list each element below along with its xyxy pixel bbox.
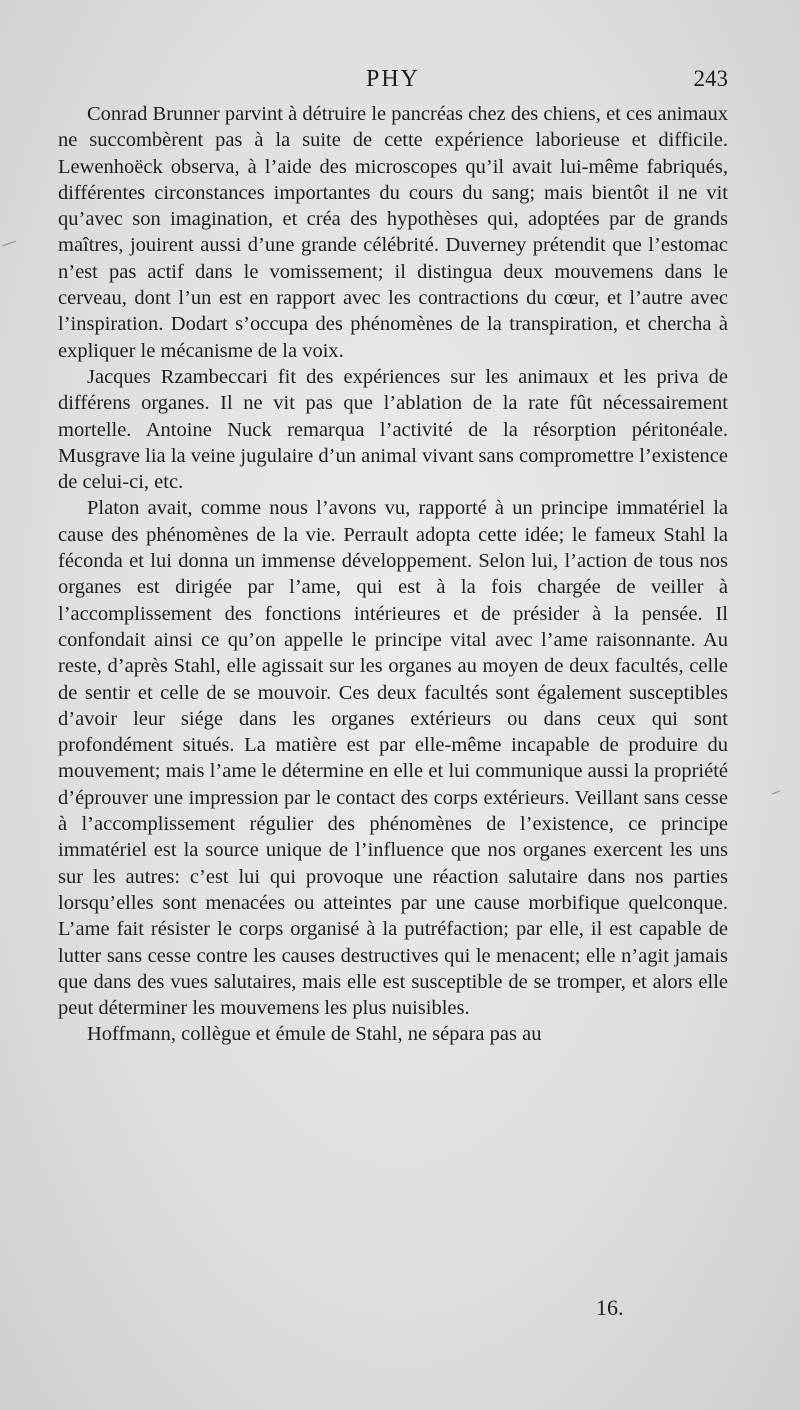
signature-mark: 16. <box>596 1295 624 1320</box>
paragraph-1: Conrad Brunner parvint à détruire le pancréas chez des chiens, et ces animaux ne succombèrent pas à la suite de cette expérience laborieuse et difficile. Lewenhoëck observa, à l’aide des microscopes qu’il avait lui-même fabriqués, différentes circonstances importantes du cours du sang; mais bientôt il ne vit qu’avec son imagination, et créa des hypothèses qui, adoptées par de grands maîtres, jouirent aussi d’une grande célébrité. Duverney prétendit que l’estomac n’est pas actif dans le vomissement; il distingua deux mouvemens dans le cerveau, dont l’un est en rapport avec les contractions du cœur, et l’autre avec l’inspiration. Dodart s’occupa des phénomènes de la transpiration, et chercha à expliquer le mécanisme de la voix. <box>58 103 728 362</box>
page-number: 243 <box>693 66 728 91</box>
running-title: PHY <box>365 66 420 92</box>
margin-mark-left <box>2 241 15 247</box>
paragraph-4: Hoffmann, collègue et émule de Stahl, ne sépara pas au <box>87 1023 542 1046</box>
paragraph-2: Jacques Rzambeccari fit des expériences sur les animaux et les priva de différens organes. Il ne vit pas que l’ablation de la rate fût nécessairement mortelle. Antoine Nuck remarqua l’activité de la résorption péritonéale. Musgrave lia la veine jugulaire d’un animal vivant sans compromettre l’existence de celui-ci, etc. <box>58 365 728 494</box>
running-head <box>58 66 728 96</box>
margin-mark-right <box>772 791 780 795</box>
paragraph-3: Platon avait, comme nous l’avons vu, rapporté à un principe immatériel la cause des phénomènes de la vie. Perrault adopta cette idée; le fameux Stahl la féconda et lui donna un immense développement. Selon lui, l’action de tous nos organes est dirigée par l’ame, qui est à la fois chargée de veiller à l’accomplissement des fonctions intérieures et de présider à la pensée. Il confondait ainsi ce qu’on appelle le principe vital avec l’ame raisonnante. Au reste, d’après Stahl, elle agissait sur les organes au moyen de deux facultés, celle de sentir et celle de se mouvoir. Ces deux facultés sont également susceptibles d’avoir leur siége dans les organes extérieurs ou dans ceux qui sont profondément situés. La matière est par elle-même incapable de produire du mouvement; mais l’ame le détermine en elle et lui communique aussi la propriété d’éprouver une impression par le contact des corps extérieurs. Veillant sans cesse à l’accomplissement régulier des phénomènes de l’existence, ce principe immatériel est la source unique de l’influence que nos organes exercent les uns sur les autres: c’est lui qui provoque une réaction salutaire dans nos parties lorsqu’elles sont menacées ou atteintes par une cause morbifique quelconque. L’ame fait résister le corps organisé à la putréfaction; par elle, il est capable de lutter sans cesse contre les causes destructives qui le menacent; elle n’agit jamais que dans des vues salutaires, mais elle est susceptible de se tromper, et alors elle peut déterminer les mouvemens les plus nuisibles. <box>58 497 728 1020</box>
body-text <box>58 101 728 1048</box>
